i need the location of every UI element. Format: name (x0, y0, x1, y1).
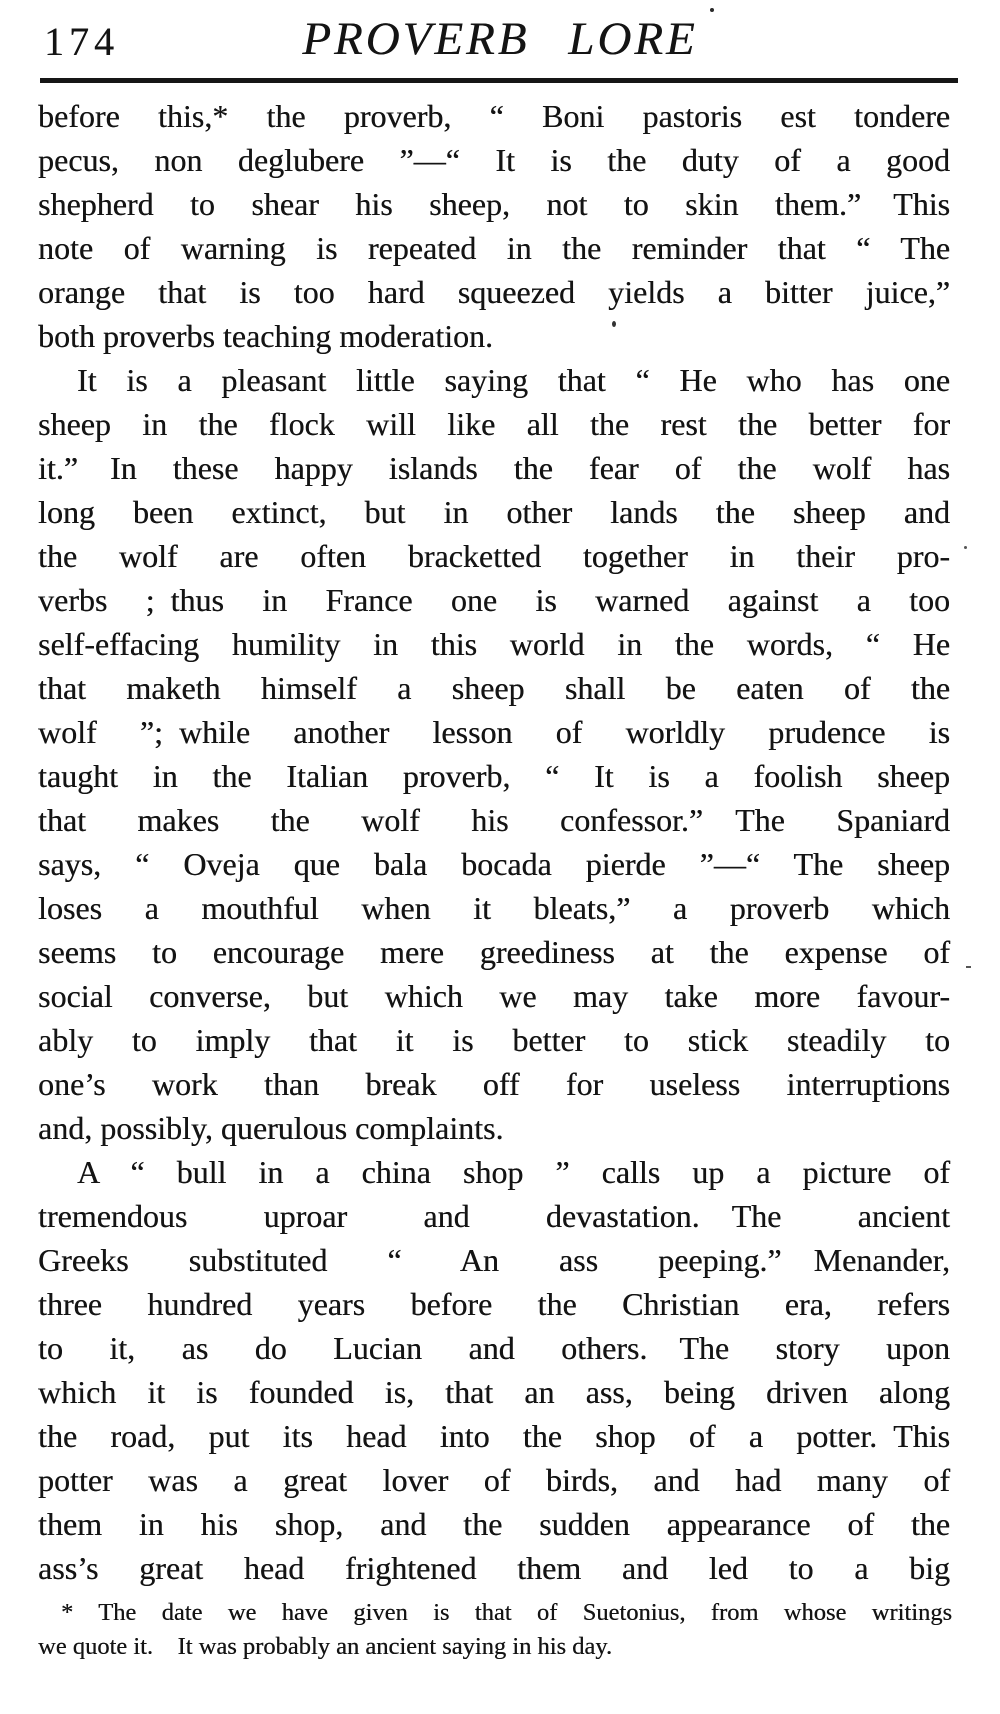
text-line: ably to imply that it is better to stick steadily to (38, 1022, 950, 1058)
body-text (38, 94, 950, 1590)
scan-speck (612, 321, 616, 327)
text-line: and, possibly, querulous complaints. (38, 1110, 504, 1146)
text-line: which it is founded is, that an ass, being driven along (38, 1374, 950, 1410)
text-line: that makes the wolf his confessor.” The Spaniard (38, 802, 950, 838)
text-line: tremendous uproar and devastation. The ancient (38, 1198, 950, 1234)
text-line: three hundred years before the Christian era, refers (38, 1286, 950, 1322)
text-line: social converse, but which we may take more favour- (38, 978, 950, 1014)
text-line: before this,* the proverb, “ Boni pastoris est tondere (38, 98, 950, 134)
text-line: says, “ Oveja que bala bocada pierde ”—“ The sheep (38, 846, 950, 882)
running-title: PROVERB LORE (302, 13, 698, 65)
text-line: them in his shop, and the sudden appearance of the (38, 1506, 950, 1542)
scan-speck (964, 546, 967, 549)
text-line: shepherd to shear his sheep, not to skin them.” This (38, 186, 950, 222)
text-line: wolf ”; while another lesson of worldly prudence is (38, 714, 950, 750)
text-line: pecus, non deglubere ”—“ It is the duty of a good (38, 142, 950, 178)
text-line: Greeks substituted “ An ass peeping.” Menander, (38, 1242, 950, 1278)
text-line: It is a pleasant little saying that “ He who has one (77, 362, 950, 398)
text-line: self-effacing humility in this world in the words, “ He (38, 626, 950, 662)
text-line: verbs ; thus in France one is warned against a too (38, 582, 950, 618)
text-line: both proverbs teaching moderation. (38, 318, 493, 354)
text-line: taught in the Italian proverb, “ It is a foolish sheep (38, 758, 950, 794)
text-line: we quote it. It was probably an ancient saying in his day. (38, 1633, 613, 1660)
text-line: long been extinct, but in other lands the sheep and (38, 494, 950, 530)
text-line: loses a mouthful when it bleats,” a proverb which (38, 890, 950, 926)
text-line: * The date we have given is that of Suetonius, from whose writings (61, 1599, 952, 1626)
scan-speck (710, 8, 714, 12)
text-line: seems to encourage mere greediness at the expense of (38, 934, 950, 970)
text-line: potter was a great lover of birds, and had many of (38, 1462, 950, 1498)
footnote (38, 1596, 952, 1664)
text-line: sheep in the flock will like all the rest the better for (38, 406, 950, 442)
text-line: the wolf are often bracketted together in their pro- (38, 538, 950, 574)
scan-speck (966, 966, 971, 968)
text-line: note of warning is repeated in the reminder that “ The (38, 230, 950, 266)
text-line: that maketh himself a sheep shall be eaten of the (38, 670, 950, 706)
text-line: one’s work than break off for useless interruptions (38, 1066, 950, 1102)
page-number: 174 (44, 19, 119, 64)
text-line: ass’s great head frightened them and led to a big (38, 1550, 950, 1586)
text-line: the road, put its head into the shop of a potter. This (38, 1418, 950, 1454)
text-line: orange that is too hard squeezed yields a bitter juice,” (38, 274, 950, 310)
header-rule (40, 78, 958, 83)
text-line: to it, as do Lucian and others. The story upon (38, 1330, 950, 1366)
text-line: A “ bull in a china shop ” calls up a picture of (77, 1154, 950, 1190)
text-line: it.” In these happy islands the fear of the wolf has (38, 450, 950, 486)
